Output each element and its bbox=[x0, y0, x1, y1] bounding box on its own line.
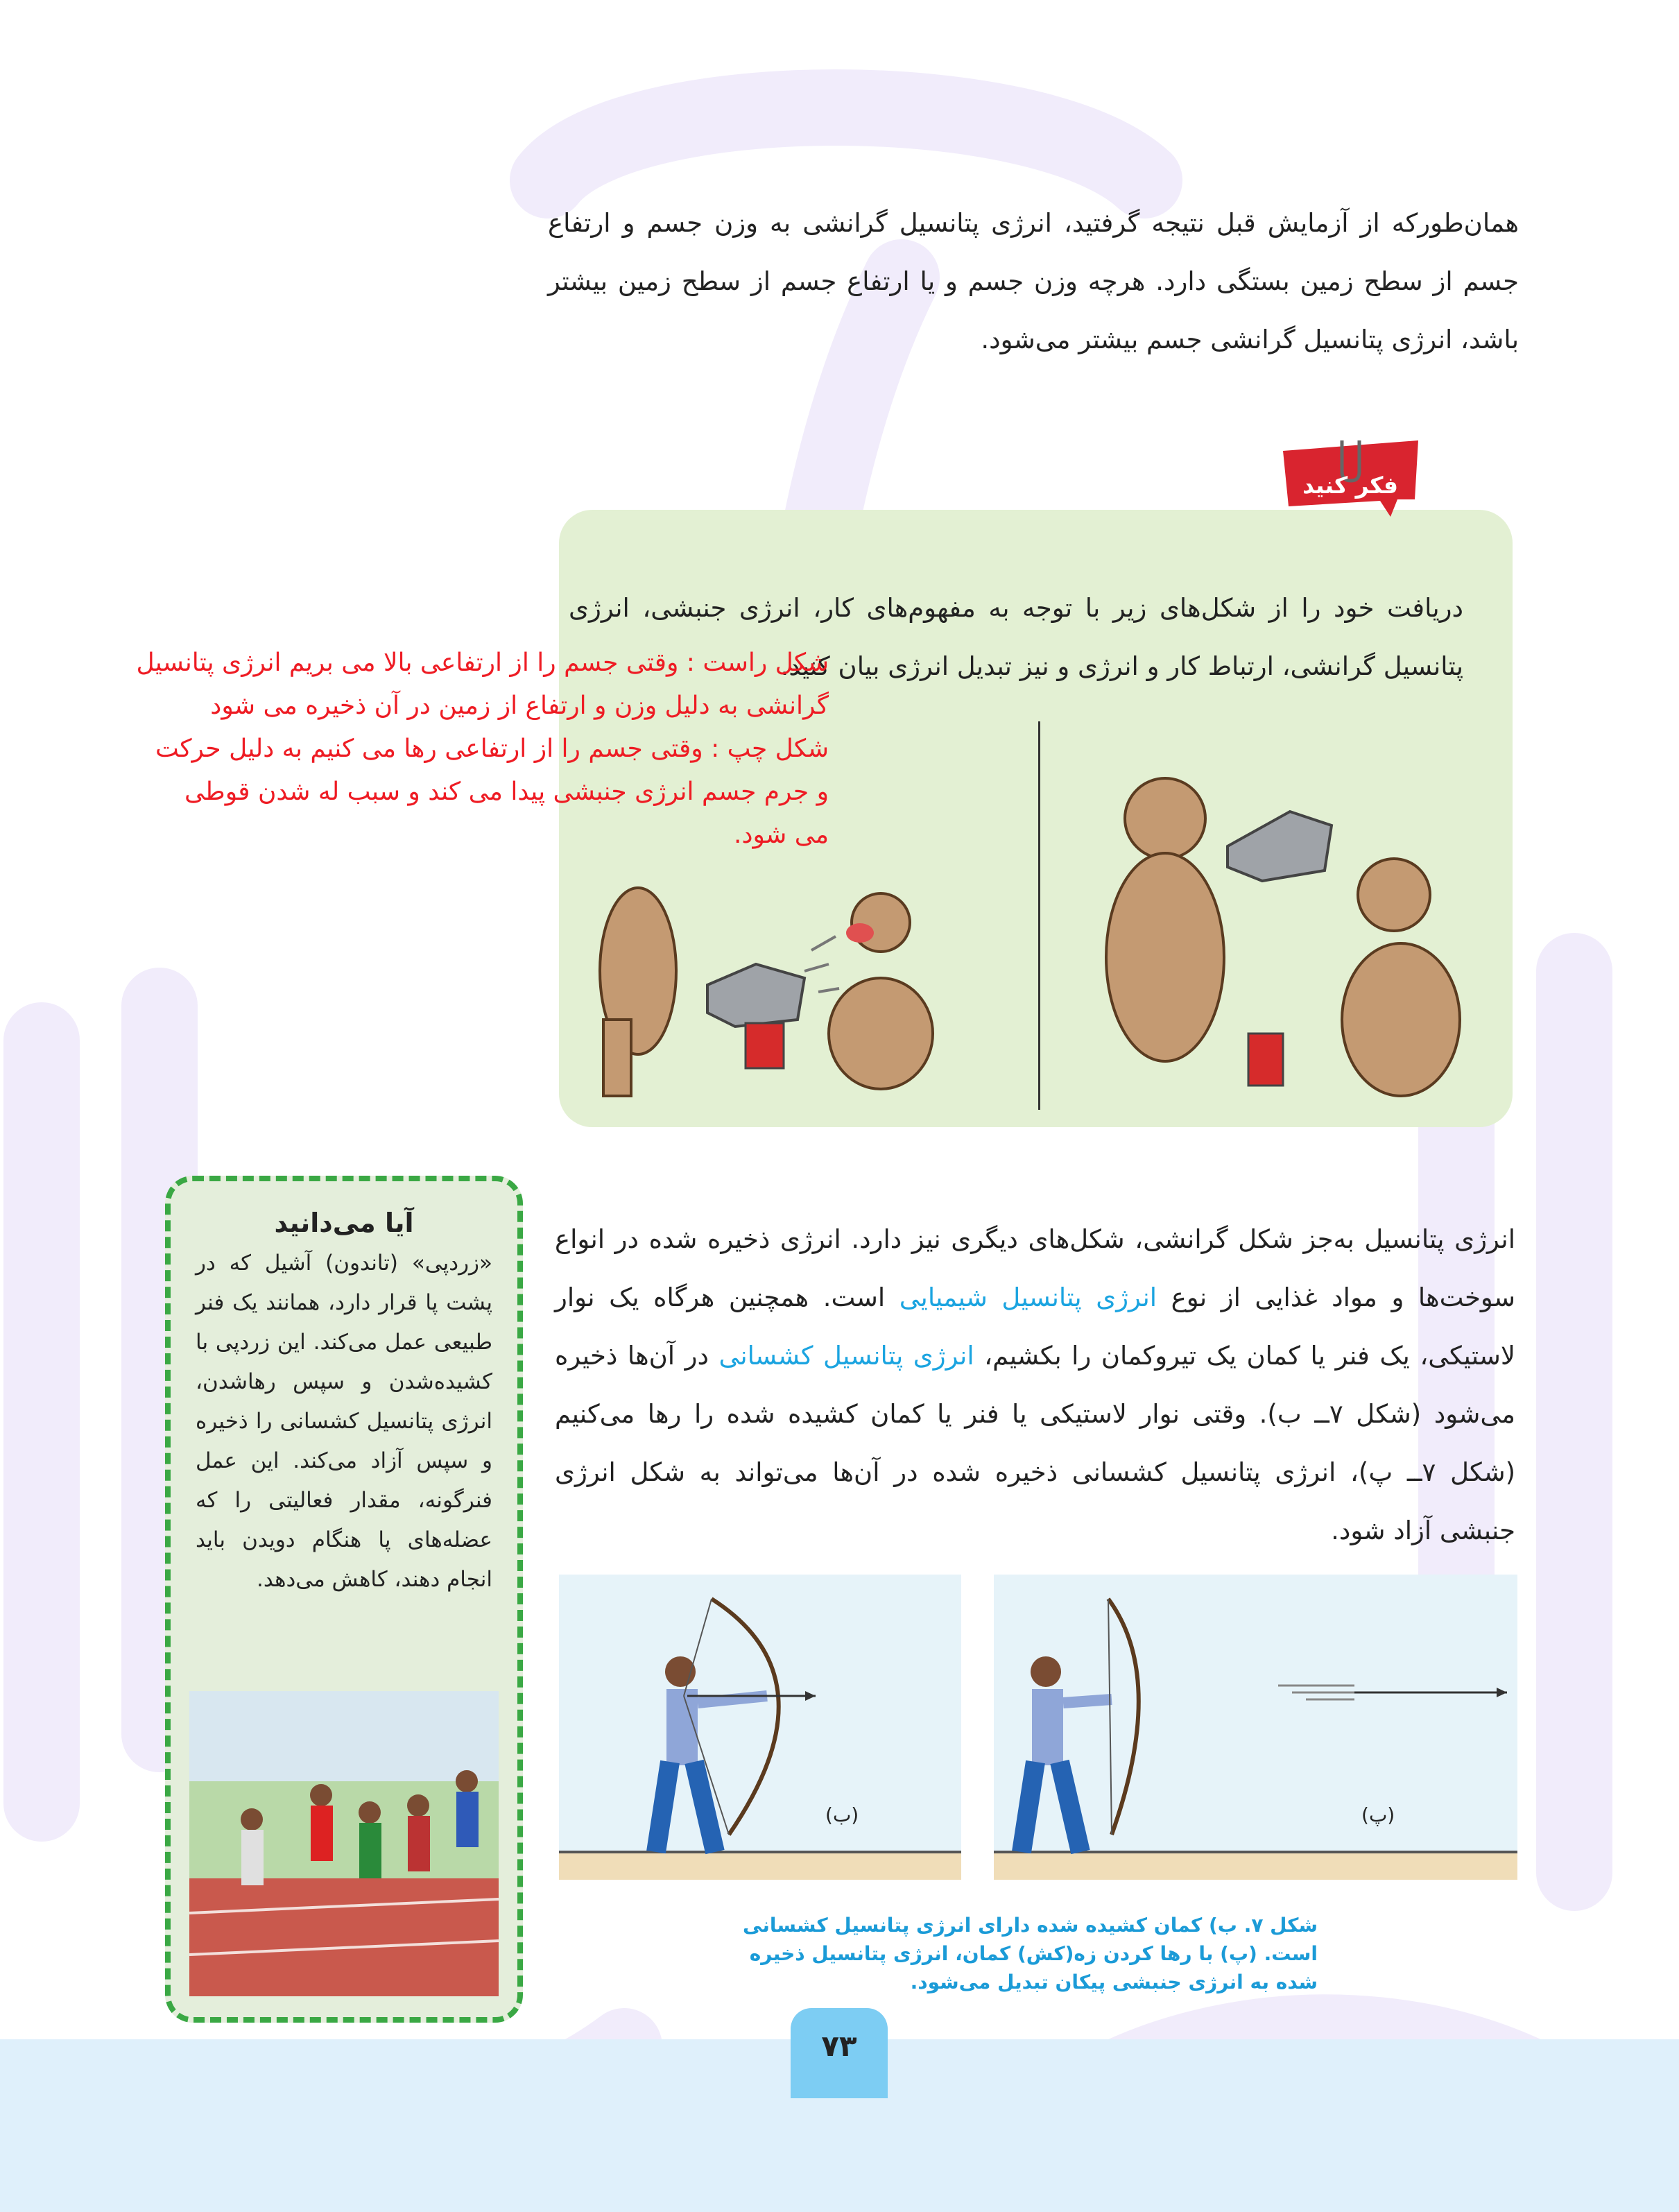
figure-p-label: (پ) bbox=[1361, 1803, 1395, 1826]
figure-b-label: (ب) bbox=[825, 1803, 859, 1826]
did-you-know-title: آیا می‌دانید bbox=[274, 1208, 414, 1238]
chemical-energy-term: انرژی پتانسیل شیمیایی bbox=[899, 1283, 1157, 1312]
figure-divider bbox=[1038, 721, 1040, 1110]
body-part-2: است. همچنین هرگاه یک نوار لاستیکی، یک فنر یا کمان یک تیروکمان را بکشیم، bbox=[555, 1283, 1515, 1371]
answer-line-1: شکل راست : وقتی جسم را از ارتفاعی بالا می بریم انرژی پتانسیل bbox=[136, 649, 829, 677]
think-tag-label: فکر کنید bbox=[1302, 472, 1398, 499]
elastic-energy-term: انرژی پتانسیل کشسانی bbox=[718, 1341, 974, 1371]
answer-line-3: شکل چپ : وقتی جسم را از ارتفاعی رها می کنیم به دلیل حرکت bbox=[155, 735, 829, 763]
did-you-know-text: «زردپی» (تاندون) آشیل که در پشت پا قرار دارد، همانند یک فنر طبیعی عمل می‌کند. این زردپی با کشیده‌شدن و سپس رهاشدن، انرژی پتانسیل کشسانی را ذخیره و سپس آزاد می‌کند. این عمل فنرگونه، مقدار فعالیتی را که عضله‌های پا هنگام دویدن باید انجام دهند، کاهش می‌دهد. bbox=[196, 1251, 492, 1592]
answer-note bbox=[83, 642, 829, 857]
figure-caption: شکل ۷. ب) کمان کشیده شده دارای انرژی پتانسیل کشسانی است. (پ) با رها کردن زه(کش) کمان، انرژی پتانسیل ذخیره شده به انرژی جنبشی پیکان تبدیل می‌شود. bbox=[743, 1914, 1318, 1994]
intro-paragraph: همان‌طورکه از آزمایش قبل نتیجه گرفتید، انرژی پتانسیل گرانشی به وزن جسم و ارتفاع جسم از سطح زمین بستگی دارد. هرچه وزن جسم و یا ارتفاع جسم از سطح زمین بیشتر باشد، انرژی پتانسیل گرانشی جسم بیشتر می‌شود. bbox=[548, 208, 1519, 354]
archer-figure-p bbox=[994, 1575, 1517, 1880]
page-number: ۷۳ bbox=[821, 2029, 857, 2063]
monkey-cartoon-left bbox=[576, 881, 1026, 1110]
answer-line-2: گرانشی به دلیل وزن و ارتفاع از زمین در آن ذخیره می شود bbox=[210, 692, 829, 720]
answer-line-4: و جرم جسم انرژی جنبشی پیدا می کند و سبب له شدن قوطی bbox=[184, 778, 829, 806]
think-question: دریافت خود را از شکل‌های زیر با توجه به مفهوم‌های کار، انرژی جنبشی، انرژی پتانسیل گرانشی، ارتباط کار و انرژی و نیز تبدیل انرژی بیان کنید. bbox=[569, 593, 1463, 681]
answer-line-5: می شود. bbox=[734, 821, 829, 849]
monkey-cartoon-right bbox=[1061, 770, 1491, 1110]
body-part-1: انرژی پتانسیل به‌جز شکل گرانشی، شکل‌های دیگری نیز دارد. انرژی ذخیره شده در انواع سوخت‌ها و مواد غذایی از نوع bbox=[555, 1224, 1515, 1312]
did-you-know-box bbox=[165, 1176, 523, 2023]
body-paragraph bbox=[555, 1210, 1515, 1560]
body-part-3: در آن‌ها ذخیره می‌شود (شکل ۷ــ ب). وقتی نوار لاستیکی یا فنر یا کمان کشیده شده را رها می‌کنیم (شکل ۷ــ پ)، انرژی پتانسیل کشسانی ذخیره شده در آن‌ها می‌تواند به شکل انرژی جنبشی آزاد شود. bbox=[555, 1341, 1516, 1545]
archer-figure-b bbox=[559, 1575, 961, 1880]
runners-photo bbox=[189, 1691, 499, 1996]
